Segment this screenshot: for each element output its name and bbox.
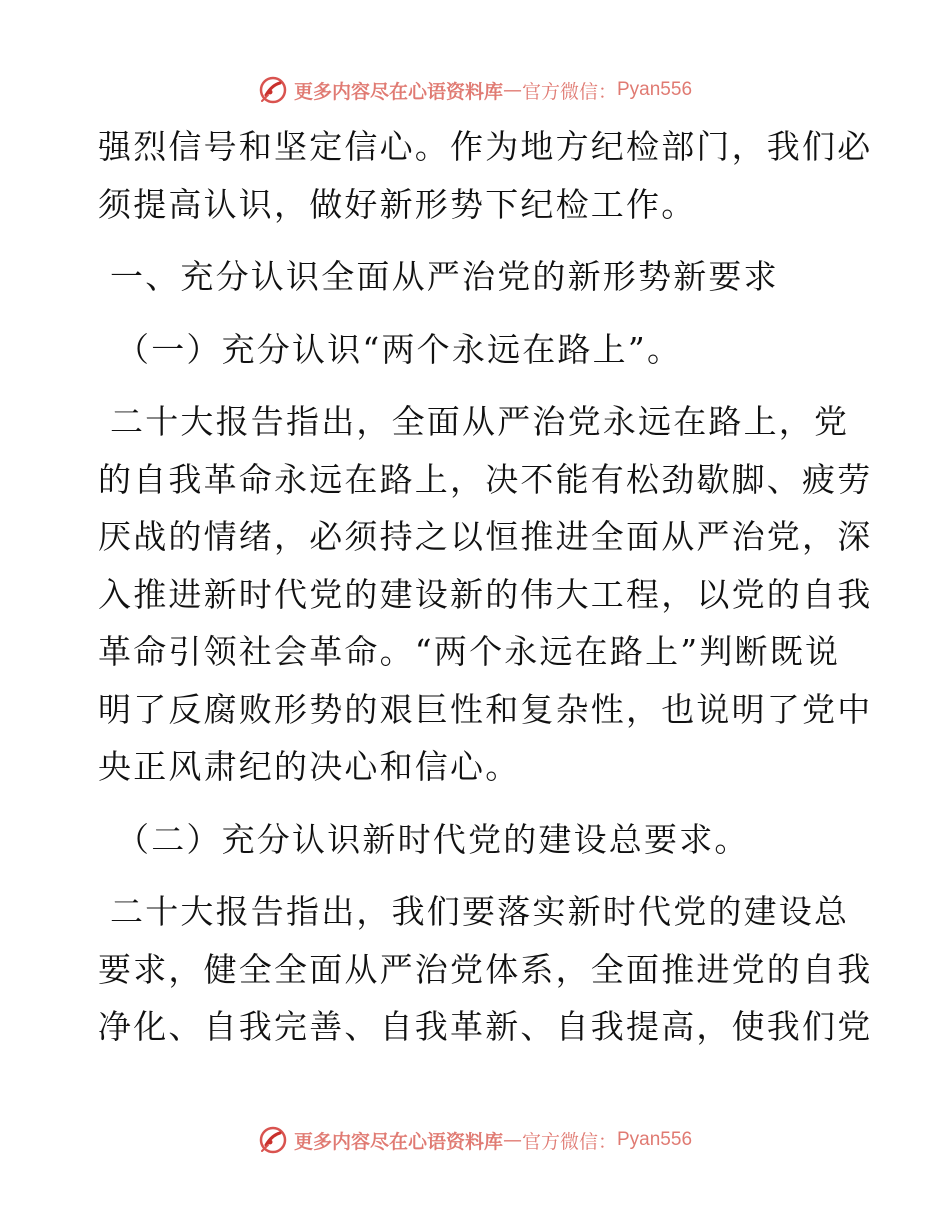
watermark-wechat-id: Pyan556 (617, 79, 693, 100)
brush-seal-icon (258, 75, 288, 105)
header-watermark (0, 70, 950, 110)
watermark-text: 更多内容尽在心语资料库 (293, 1130, 503, 1153)
text-line: 入推进新时代党的建设新的伟大工程，以党的自我 (98, 574, 873, 614)
text-line: 明了反腐败形势的艰巨性和复杂性，也说明了党中 (98, 689, 873, 729)
watermark-dash: — (502, 1129, 522, 1151)
watermark-wechat-id: Pyan556 (617, 1129, 693, 1150)
text-line: 二十大报告指出，我们要落实新时代党的建设总 (110, 892, 850, 931)
footer-watermark (0, 1120, 950, 1160)
watermark-official-label: 官方微信： (521, 80, 617, 103)
text-line: 革命引领社会革命。“两个永远在路上”判断既说 (98, 632, 841, 671)
watermark-text: 更多内容尽在心语资料库 (293, 80, 503, 103)
text-line: 要求，健全全面从严治党体系，全面推进党的自我 (98, 949, 873, 989)
watermark-dash: — (502, 79, 522, 101)
text-line: 须提高认识，做好新形势下纪检工作。 (98, 184, 697, 224)
paragraph-1 (98, 118, 873, 233)
text-line: 厌战的情绪，必须持之以恒推进全面从严治党，深 (98, 517, 873, 556)
brush-seal-icon (258, 1125, 288, 1155)
watermark-official-label: 官方微信： (521, 1130, 617, 1153)
subsection-heading-2: （二）充分认识新时代党的建设总要求。 (116, 819, 750, 859)
paragraph-2 (98, 393, 873, 796)
text-line: 央正风肃纪的决心和信心。 (98, 747, 521, 786)
text-line: 二十大报告指出，全面从严治党永远在路上，党 (110, 402, 850, 441)
subsection-heading-1: （一）充分认识“两个永远在路上”。 (116, 329, 683, 369)
text-line: 的自我革命永远在路上，决不能有松劲歇脚、疲劳 (98, 459, 873, 499)
section-heading-1: 一、充分认识全面从严治党的新形势新要求 (110, 257, 779, 296)
document-body (98, 118, 873, 1056)
paragraph-3 (98, 883, 873, 1056)
text-line: 强烈信号和坚定信心。作为地方纪检部门，我们必 (98, 127, 873, 166)
text-line: 净化、自我完善、自我革新、自我提高，使我们党 (98, 1007, 873, 1046)
